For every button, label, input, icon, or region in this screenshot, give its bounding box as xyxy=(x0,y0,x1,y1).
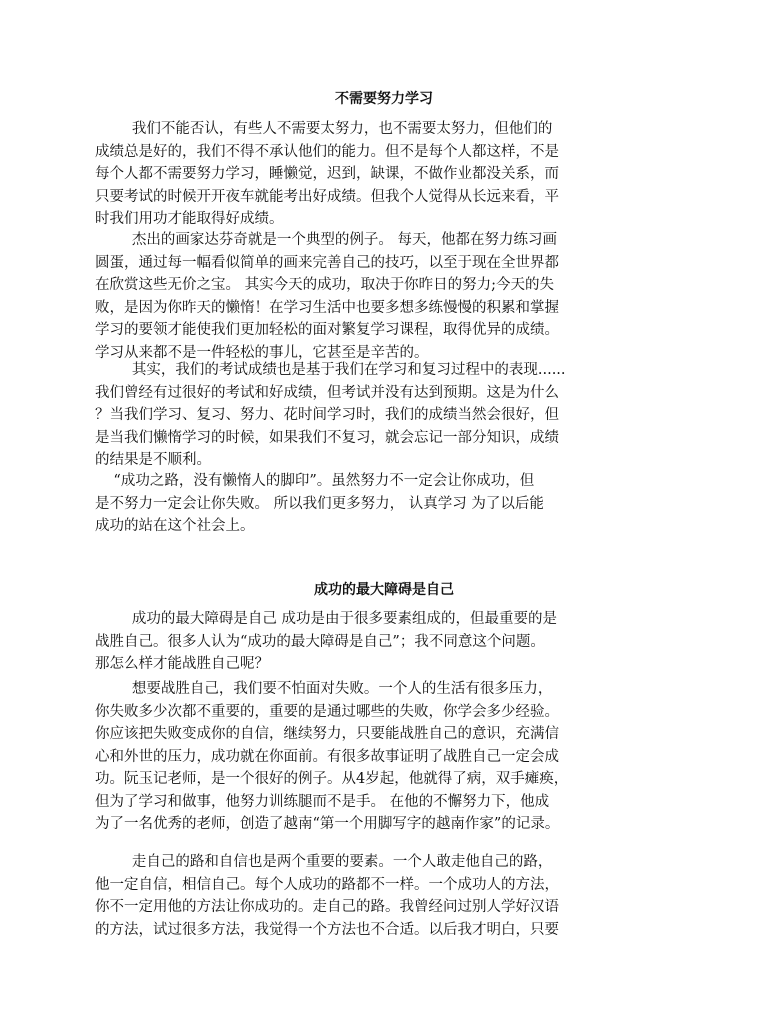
section-2-paragraph-2: 想要战胜自己，我们要不怕面对失败。一个人的生活有很多压力， 你失败多少次都不重要的，重要的是通过哪些的失败，你学会多少经验。 你应该把失败变成你的自信，继续努力，只要能战胜自己的意识，充满信 心和外世的压力，成功就在你面前。有很多故事证明了战胜自己一定会成 功。阮玉记老师，是一个很好的例子。从4岁起，他就得了病，双手瘫痪， 但为了学习和做事，他努力训练腿而不是手。 在他的不懈努力下，他成 为了一名优秀的老师，创造了越南“第一个用脚写字的越南作家”的记录。 xyxy=(95,681,569,832)
section-2-paragraph-3: 走自己的路和自信也是两个重要的要素。一个人敢走他自己的路， 他一定自信，相信自己。每个人成功的路都不一样。一个成功人的方法， 你不一定用他的方法让你成功的。走自己的路。我曾经问过别人学好汉语 的方法，试过很多方法，我觉得一个方法也不合适。以后我才明白，只要 xyxy=(95,854,559,938)
section-1-paragraph-1: 我们不能否认，有些人不需要太努力，也不需要太努力，但他们的 成绩总是好的，我们不得不承认他们的能力。但不是每个人都这样，不是 每个人都不需要努力学习，睡懒觉，迟到，缺课，不做作业都没关系，而 只要考试的时候开开夜车就能考出好成绩。但我个人觉得从长远来看，平 时我们用功才能取得好成绩。 xyxy=(95,121,559,227)
section-2-paragraph-1: 成功的最大障碍是自己 成功是由于很多要素组成的，但最重要的是 战胜自己。很多人认为“成功的最大障碍是自己”；我不同意这个问题。 那怎么样才能战胜自己呢？ xyxy=(95,611,557,672)
section-1-paragraph-4: “成功之路，没有懒惰人的脚印”。虽然努力不一定会让你成功，但 是不努力一定会让你失败。 所以我们更多努力， 认真学习 为了以后能 成功的站在这个社会上。 xyxy=(95,473,544,534)
section-title-1: 不需要努力学习 xyxy=(335,91,433,107)
section-title-2: 成功的最大障碍是自己 xyxy=(314,582,454,598)
section-1-paragraph-2: 杰出的画家达芬奇就是一个典型的例子。 每天，他都在努力练习画 圆蛋，通过每一幅看似简单的画来完善自己的技巧，以至于现在全世界都 在欣赏这些无价之宝。 其实今天的成功，取决于你昨日的努力;今天的失 败，是因为你昨天的懒惰！在学习生活中也要多想多练慢慢的积累和掌握 学习的要领才能使我们更加轻松的面对繁复学习课程，取得优异的成绩。 学习从来都不是一件轻松的事儿，它甚至是辛苦的。 xyxy=(95,232,559,361)
section-1-paragraph-3: 其实，我们的考试成绩也是基于我们在学习和复习过程中的表现...... 我们曾经有过很好的考试和好成绩，但考试并没有达到预期。这是为什么 ？当我们学习、复习、努力、花时间学习时，我们的成绩当然会很好，但 是当我们懒惰学习的时候，如果我们不复习，就会忘记一部分知识，成绩 的结果是不顺利。 xyxy=(95,362,566,468)
